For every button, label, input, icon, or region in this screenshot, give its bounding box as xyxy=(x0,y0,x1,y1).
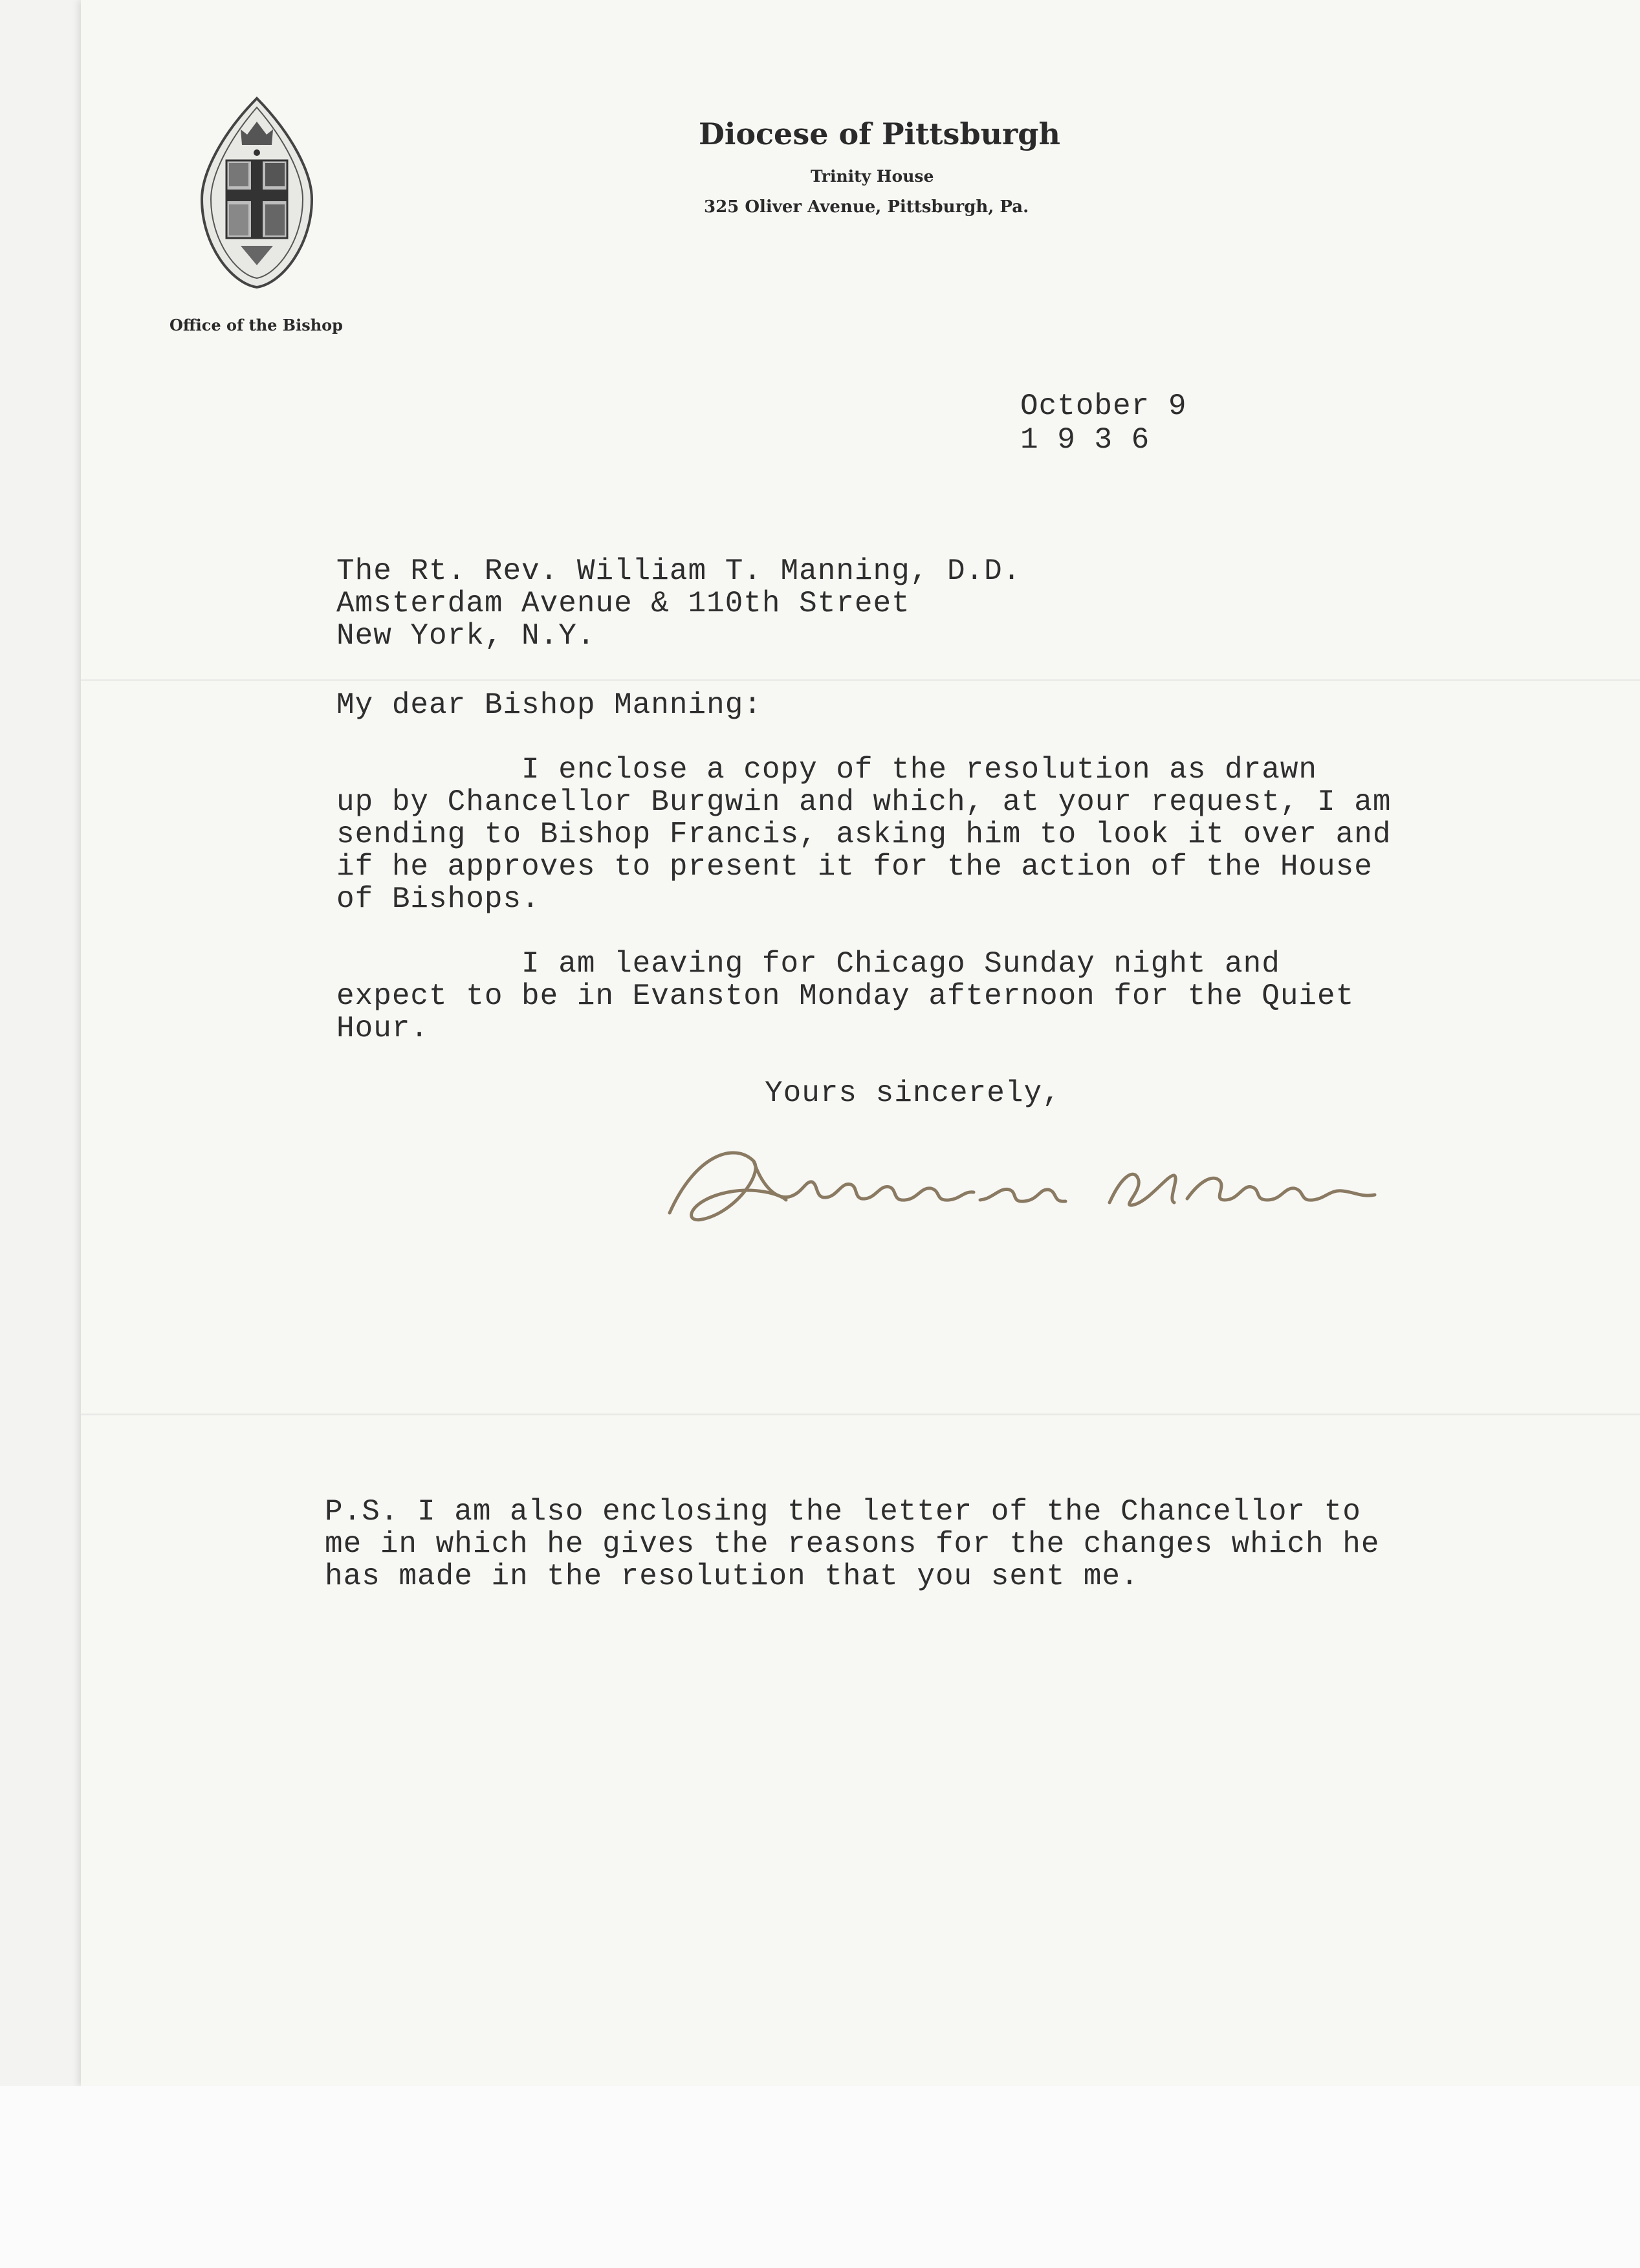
recipient-line-1: The Rt. Rev. William T. Manning, D.D. xyxy=(336,554,1022,588)
body-p1-line-5: of Bishops. xyxy=(336,882,540,916)
date-line-1: October 9 xyxy=(1020,389,1187,423)
recipient-line-2: Amsterdam Avenue & 110th Street xyxy=(336,587,910,620)
body-p2-line-1: I am leaving for Chicago Sunday night and xyxy=(336,947,1280,981)
fold-line-lower xyxy=(81,1413,1640,1415)
diocesan-seal-icon xyxy=(195,96,318,290)
letter-sheet xyxy=(81,0,1640,2086)
postscript-line-3: has made in the resolution that you sent me. xyxy=(325,1560,1139,1593)
postscript-line-2: me in which he gives the reasons for the changes which he xyxy=(325,1527,1380,1561)
closing: Yours sincerely, xyxy=(765,1076,1061,1110)
body-p2-line-2: expect to be in Evanston Monday afternoon for the Quiet xyxy=(336,979,1355,1013)
postscript-line-1: P.S. I am also enclosing the letter of the Chancellor to xyxy=(325,1495,1361,1529)
handwritten-signature xyxy=(657,1135,1401,1239)
body-p1-line-2: up by Chancellor Burgwin and which, at your request, I am xyxy=(336,785,1392,819)
recipient-line-3: New York, N.Y. xyxy=(336,619,596,653)
office-of-bishop-label: Office of the Bishop xyxy=(169,316,343,334)
scan-background xyxy=(0,2086,1640,2268)
letterhead-title: Diocese of Pittsburgh xyxy=(699,116,1060,151)
salutation: My dear Bishop Manning: xyxy=(336,688,762,722)
body-p2-line-3: Hour. xyxy=(336,1012,430,1045)
letterhead-house: Trinity House xyxy=(811,167,934,186)
body-p1-line-4: if he approves to present it for the action of the House xyxy=(336,850,1373,884)
letterhead-address: 325 Oliver Avenue, Pittsburgh, Pa. xyxy=(704,197,1029,217)
fold-line-upper xyxy=(81,679,1640,681)
body-p1-line-1: I enclose a copy of the resolution as drawn xyxy=(336,753,1318,787)
body-p1-line-3: sending to Bishop Francis, asking him to look it over and xyxy=(336,818,1392,851)
date-line-2: 1 9 3 6 xyxy=(1020,423,1150,457)
